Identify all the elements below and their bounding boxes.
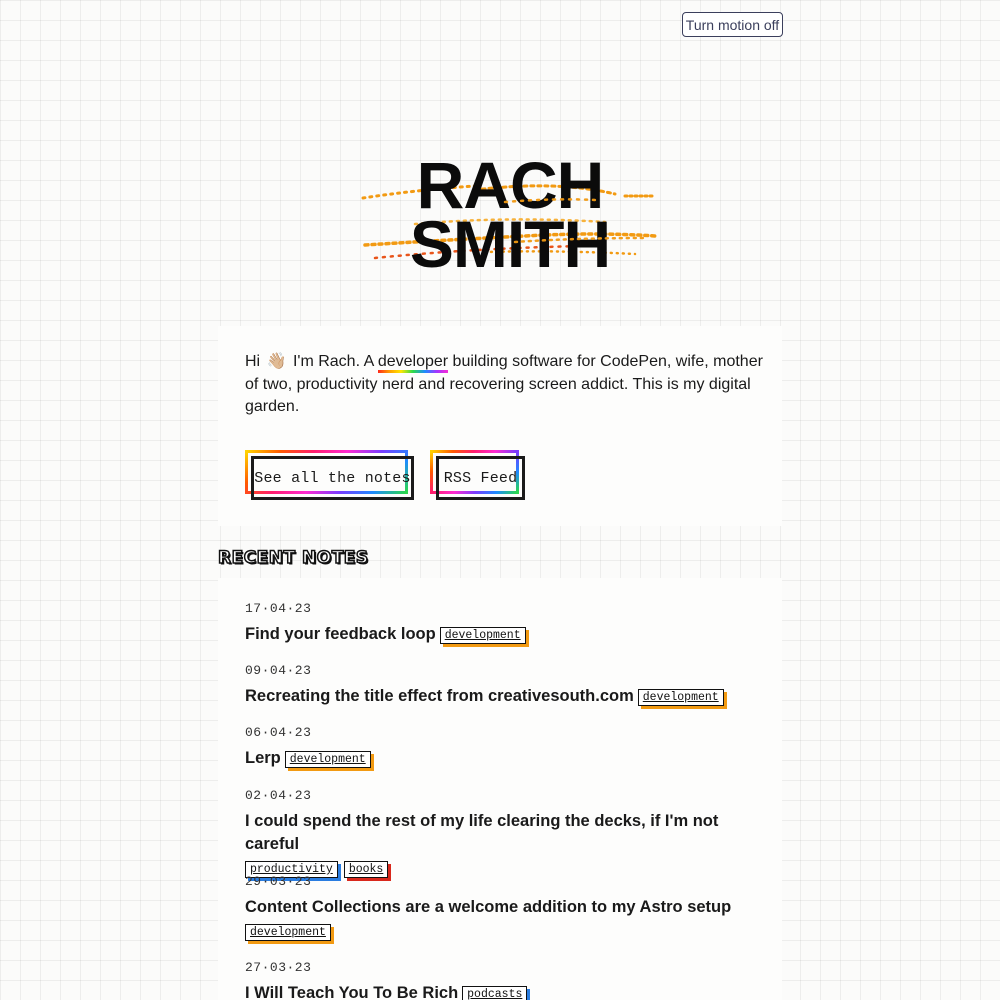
recent-notes-card	[218, 578, 782, 1000]
tag-development[interactable]: development	[285, 751, 371, 768]
note-title-link[interactable]: Recreating the title effect from creativesouth.com	[245, 687, 634, 705]
note-title-link[interactable]: Find your feedback loop	[245, 625, 436, 643]
intro-card	[218, 326, 782, 526]
note-item	[245, 959, 765, 1000]
see-all-notes-label: See all the notes	[251, 456, 414, 500]
logo-line-1: RACH	[416, 150, 604, 222]
tag-development[interactable]: development	[440, 627, 526, 644]
recent-notes-heading: RECENT NOTES	[218, 548, 369, 568]
waving-hand-icon: 👋🏼	[266, 353, 287, 370]
intro-greeting: Hi	[245, 353, 261, 370]
rss-feed-button[interactable]	[430, 450, 525, 500]
note-item	[245, 724, 765, 770]
site-logo[interactable]	[355, 150, 665, 280]
intro-text-end: building software for CodePen, wife, mother of two, productivity nerd and recovering screen addict. This is my digital garden.	[245, 353, 763, 415]
note-item	[245, 873, 765, 942]
intro-text	[245, 351, 765, 419]
note-title-link[interactable]: Content Collections are a welcome addition to my Astro setup	[245, 898, 732, 916]
developer-link[interactable]: developer	[377, 353, 449, 370]
motion-toggle-button[interactable]: Turn motion off	[682, 12, 783, 37]
note-title-link[interactable]: Lerp	[245, 749, 281, 767]
note-item	[245, 787, 765, 879]
tag-productivity[interactable]: productivity	[245, 861, 338, 878]
note-date: 02·04·23	[245, 788, 312, 803]
tag-development[interactable]: development	[245, 924, 331, 941]
tag-books[interactable]: books	[344, 861, 389, 878]
note-date: 09·04·23	[245, 663, 312, 678]
note-date: 27·03·23	[245, 960, 312, 975]
see-all-notes-button[interactable]	[245, 450, 414, 500]
logo-line-2: SMITH	[409, 207, 611, 280]
intro-text-start: I'm Rach. A	[292, 353, 378, 370]
note-date: 17·04·23	[245, 601, 312, 616]
note-title-link[interactable]: I Will Teach You To Be Rich	[245, 984, 459, 1000]
note-date: 29·03·23	[245, 874, 312, 889]
rss-feed-label: RSS Feed	[436, 456, 525, 500]
note-item	[245, 662, 765, 708]
tag-development[interactable]: development	[638, 689, 724, 706]
tag-podcasts[interactable]: podcasts	[462, 986, 527, 1000]
note-date: 06·04·23	[245, 725, 312, 740]
note-item	[245, 600, 765, 646]
note-title-link[interactable]: I could spend the rest of my life clearing the decks, if I'm not careful	[245, 812, 719, 853]
logo-svg	[355, 150, 665, 280]
